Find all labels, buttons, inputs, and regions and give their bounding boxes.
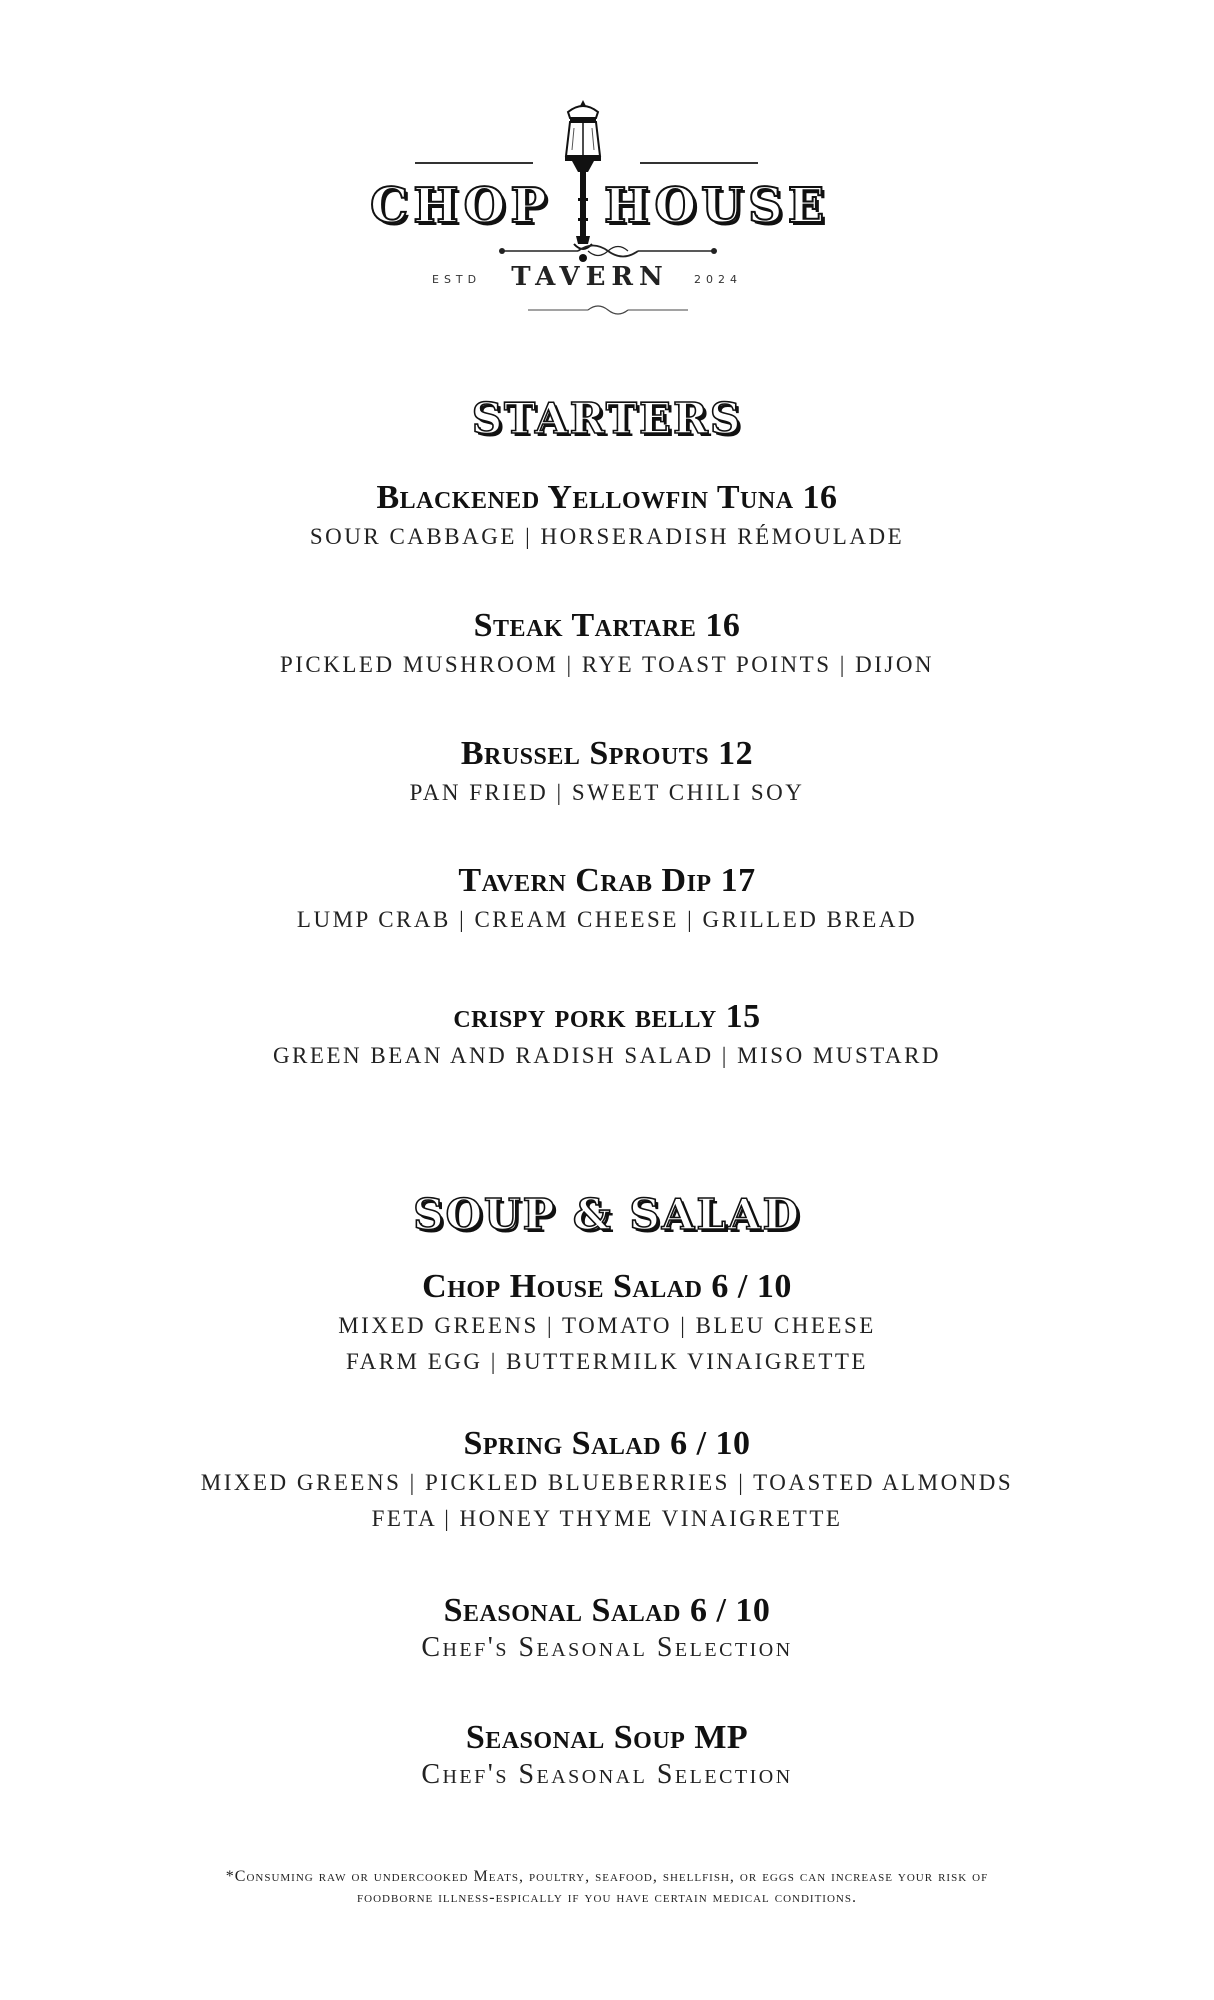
item-name: crispy pork belly 15: [453, 998, 761, 1035]
estd-label: ESTD: [432, 273, 482, 286]
menu-item: [0, 996, 1214, 1074]
menu-item: [0, 860, 1214, 938]
item-description: GREEN BEAN AND RADISH SALAD | MISO MUSTARD: [272, 1043, 942, 1068]
menu-item: [0, 605, 1214, 683]
brand-name-right: HOUSE: [604, 178, 830, 234]
menu-item: [0, 477, 1214, 555]
item-description: Chef's Seasonal Selection: [421, 1759, 793, 1790]
item-description: PICKLED MUSHROOM | RYE TOAST POINTS | DIJON: [279, 652, 935, 677]
item-description: MIXED GREENS | PICKLED BLUEBERRIES | TOASTED ALMONDS: [200, 1470, 1014, 1495]
item-name: Chop House Salad 6 / 10: [422, 1268, 792, 1305]
item-description: LUMP CRAB | CREAM CHEESE | GRILLED BREAD: [296, 907, 918, 932]
menu-item: [0, 1423, 1214, 1537]
item-description: FETA | HONEY THYME VINAIGRETTE: [371, 1506, 843, 1531]
item-name: Steak Tartare 16: [473, 607, 741, 644]
menu-item: [0, 1266, 1214, 1380]
item-description: FARM EGG | BUTTERMILK VINAIGRETTE: [346, 1349, 868, 1374]
brand-name-left: CHOP: [370, 178, 552, 234]
section-title-soup-salad: SOUP & SALAD: [413, 1190, 801, 1239]
item-name: Tavern Crab Dip 17: [458, 862, 756, 899]
sub-brand: TAVERN: [511, 262, 669, 292]
health-disclaimer: [100, 1866, 1114, 1908]
restaurant-logo: [0, 90, 1214, 330]
item-description: Chef's Seasonal Selection: [421, 1632, 793, 1663]
item-description: PAN FRIED | SWEET CHILI SOY: [409, 780, 805, 805]
item-name: Seasonal Salad 6 / 10: [443, 1592, 771, 1629]
disclaimer-line: foodborne illness-espically if you have certain medical conditions.: [357, 1889, 857, 1906]
item-name: Brussel Sprouts 12: [460, 735, 754, 772]
flourish-ornament: [498, 240, 718, 262]
item-description: SOUR CABBAGE | HORSERADISH RÉMOULADE: [309, 524, 905, 549]
disclaimer-line: *Consuming raw or undercooked Meats, poultry, seafood, shellfish, or eggs can increase your risk of: [225, 1868, 989, 1885]
logo-rule-right: [640, 162, 758, 164]
item-name: Spring Salad 6 / 10: [463, 1425, 751, 1462]
logo-rule-left: [415, 162, 533, 164]
menu-item: [0, 1717, 1214, 1791]
item-name: Seasonal Soup MP: [465, 1719, 749, 1756]
item-description: MIXED GREENS | TOMATO | BLEU CHEESE: [338, 1313, 876, 1338]
established-year: 2024: [694, 273, 742, 286]
section-title-starters: STARTERS: [471, 394, 743, 443]
flourish-ornament-small: [528, 302, 688, 318]
menu-item: [0, 1590, 1214, 1664]
menu-item: [0, 733, 1214, 811]
item-name: Blackened Yellowfin Tuna 16: [376, 479, 838, 516]
